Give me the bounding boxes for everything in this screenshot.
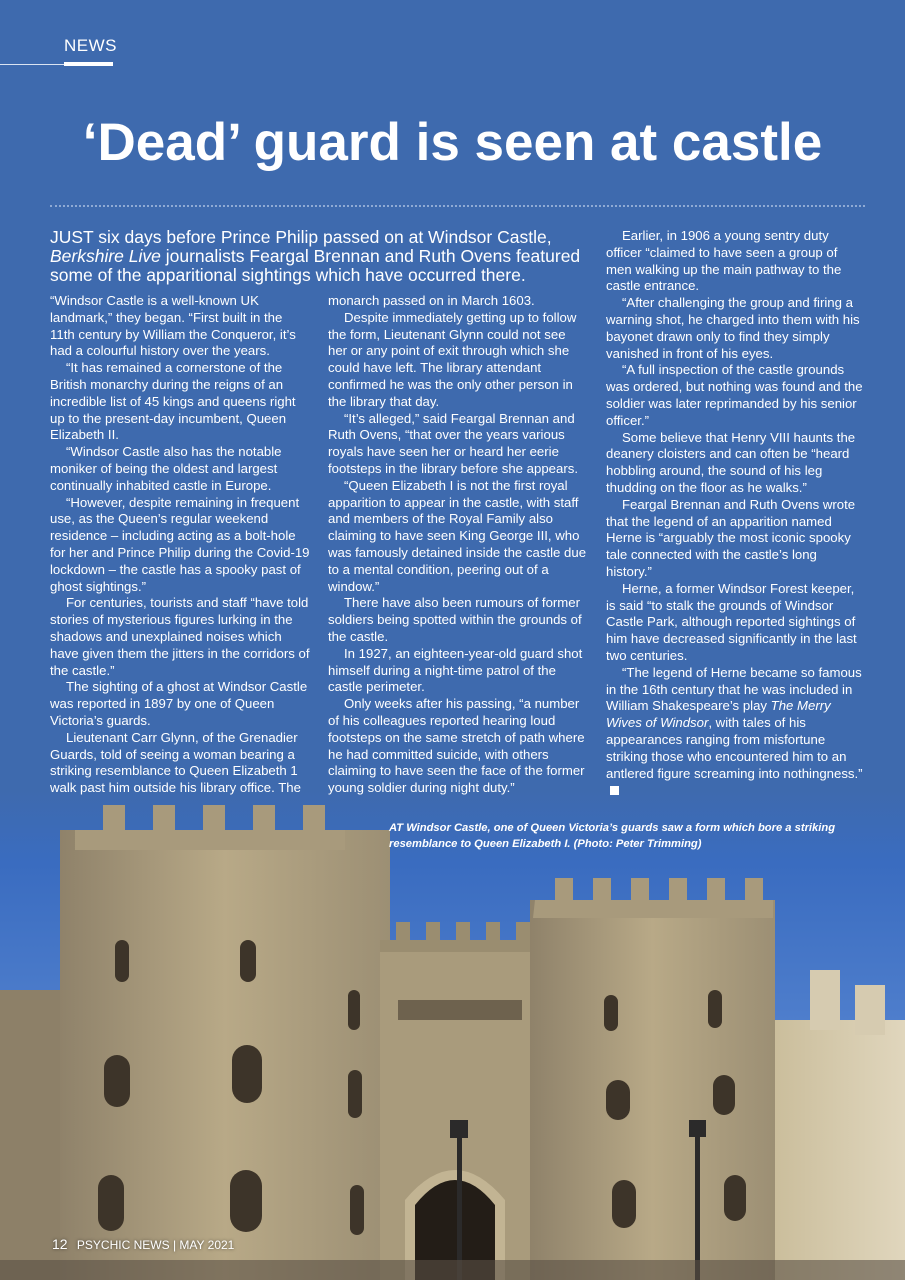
end-mark-icon (610, 786, 619, 795)
body-column-3 (606, 228, 866, 799)
paragraph: “It has remained a cornerstone of the British monarchy during the reigns of an incredible list of 45 kings and queens right up to the present-day incumbent, Queen Elizabeth II. (50, 360, 296, 443)
paragraph-text: “The legend of Herne became so famous in the 16th century that he was included in William Shakespeare’s play (606, 664, 862, 714)
section-rule-accent (64, 62, 113, 66)
page-footer (52, 1236, 234, 1252)
windsor-castle-photo (0, 790, 905, 1280)
publication-footer: PSYCHIC NEWS (76, 1238, 170, 1252)
publication-name: Berkshire Live (50, 246, 161, 266)
body-column-1 (50, 293, 310, 797)
paragraph: There have also been rumours of former soldiers being spotted within the grounds of the castle. (328, 595, 582, 644)
photo-caption: AT Windsor Castle, one of Queen Victoria’s guards saw a form which bore a striking resemblance to Queen Elizabeth I. (Photo: Peter Trimming) (389, 822, 836, 850)
paragraph: Earlier, in 1906 a young sentry duty officer “claimed to have seen a group of men walking up the main pathway to the castle entrance. (606, 228, 842, 294)
standfirst (50, 228, 590, 285)
paragraph: “Windsor Castle also has the notable moniker of being the oldest and largest continually inhabited castle in Europe. (50, 444, 282, 493)
paragraph: Some believe that Henry VIII haunts the deanery cloisters and can often be “heard hobbling around, the sound of his leg thudding on the floor as he walks.” (606, 429, 856, 495)
paragraph: “After challenging the group and firing a warning shot, he charged into them with his bayonet drawn only to find they simply vanished in front of his eyes. (606, 295, 860, 361)
paragraph: “Windsor Castle is a well-known UK landmark,” they began. “First built in the 11th century by William the Conqueror, it’s had a colourful history over the years. (50, 293, 296, 359)
paragraph: The sighting of a ghost at Windsor Castle was reported in 1897 by one of Queen Victoria’s guards. (50, 679, 308, 728)
standfirst-rest: journalists Feargal Brennan and Ruth Ovens featured some of the apparitional sightings which have occurred there. (50, 246, 581, 285)
standfirst-lead: JUST six days before Prince Philip passed on at Windsor Castle, (50, 227, 552, 247)
play-title: The Merry Wives of Windsor (606, 698, 831, 731)
dotted-divider (50, 205, 865, 207)
paragraph: Despite immediately getting up to follow the form, Lieutenant Glynn could not see her or any point of exit through which she could have left. The library attendant confirmed he was the only other person in the library that day. (328, 309, 577, 409)
paragraph: Feargal Brennan and Ruth Ovens wrote that the legend of an apparition named Herne is “arguably the most iconic spooky tale connected with the castle’s long history.” (606, 496, 856, 579)
paragraph: “It’s alleged,” said Feargal Brennan and Ruth Ovens, “that over the years various royals have seen her or heard her eerie footsteps in the library before she appears. (328, 410, 578, 476)
paragraph: In 1927, an eighteen-year-old guard shot himself during a night-time patrol of the castle perimeter. (328, 645, 583, 695)
paragraph: “However, despite remaining in frequent use, as the Queen’s regular weekend residence – including acting as a bolt-hole for her and Prince Philip during the Covid-19 lockdown – the castle has a spooky past of ghost sightings.” (50, 494, 310, 594)
paragraph: Only weeks after his passing, “a number of his colleagues reported hearing loud footsteps on the same stretch of path where he had committed suicide, with others claiming to have seen the face of the former young soldier during night duty.” (328, 696, 585, 796)
section-rule (0, 64, 64, 65)
issue-date: MAY 2021 (179, 1238, 235, 1252)
paragraph-continuation: monarch passed on in March 1603. (328, 293, 535, 308)
paragraph: Lieutenant Carr Glynn, of the Grenadier Guards, told of seeing a woman bearing a striking resemblance to Queen Elizabeth 1 walk past him outside his library office. The (50, 729, 301, 796)
paragraph-text: , with tales of his appearances ranging from misfortune striking those who encountered him to an antlered figure screaming into nothingness.” (606, 715, 863, 781)
headline: ‘Dead’ guard is seen at castle (82, 113, 823, 172)
body-column-2 (328, 293, 588, 797)
paragraph: “A full inspection of the castle grounds was ordered, but nothing was found and the soldier was later reprimanded by his senior officer.” (606, 362, 863, 428)
footer-separator: | (172, 1238, 177, 1252)
paragraph: For centuries, tourists and staff “have told stories of mysterious figures lurking in the shadows and unexplained noises which have given them the jitters in the corridors of the castle.” (50, 595, 310, 678)
paragraph: Herne, a former Windsor Forest keeper, is said “to stalk the grounds of Windsor Castle Park, although reported sightings of him have decreased significantly in the last two centuries. (606, 580, 857, 663)
section-label: NEWS (64, 36, 117, 55)
page-number: 12 (52, 1236, 68, 1252)
paragraph: “Queen Elizabeth I is not the first royal apparition to appear in the castle, with staff and members of the Royal Family also claiming to have seen King George III, who was famously detained inside the castle due to a mental condition, peering out of a window.” (328, 477, 587, 594)
paragraph (606, 665, 866, 799)
